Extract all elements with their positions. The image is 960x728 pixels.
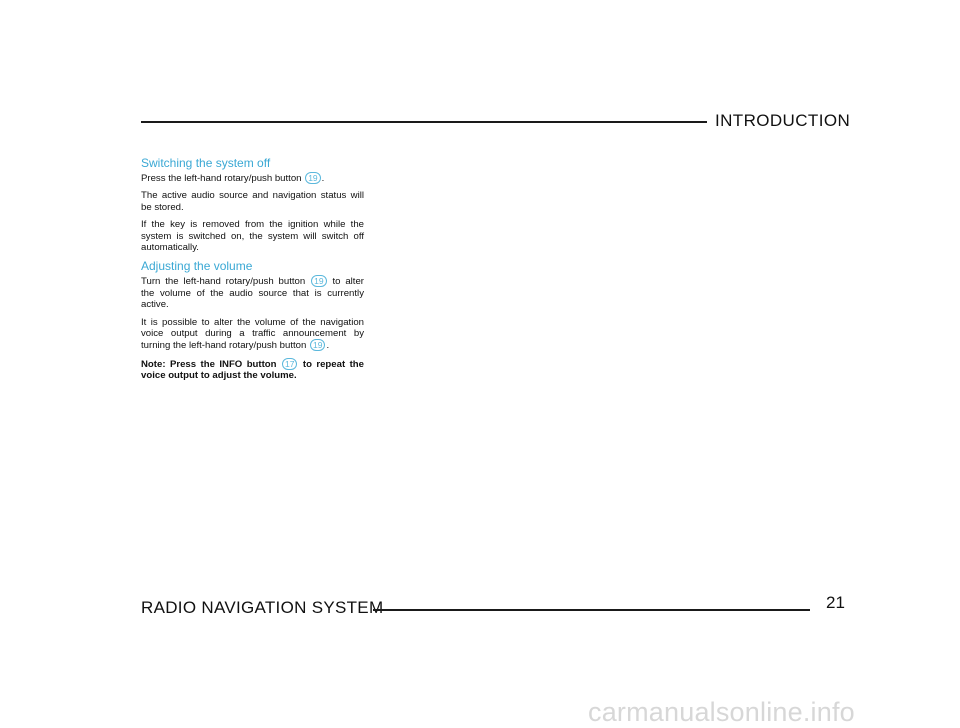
watermark: carmanualsonline.info [588,697,855,727]
paragraph-turn-button [141,275,364,310]
button-ref-badge: 19 [310,339,325,351]
button-ref-badge: 17 [282,358,297,370]
footer-rule [373,609,810,611]
text-segment: Press the left-hand rotary/push button [141,173,305,184]
section-title-adjusting-volume: Adjusting the volume [141,259,253,274]
paragraph-press-button [141,172,364,184]
paragraph-key-removed: If the key is removed from the ignition while the system is switched on, the system will switch off automatically. [141,219,364,254]
text-segment: Turn the left-hand rotary/push button [141,276,311,288]
text-segment: to alter the volume of the audio source that is currently active. [141,276,364,311]
button-ref-badge: 19 [311,275,326,287]
note-paragraph [141,358,364,382]
button-ref-badge: 19 [305,172,320,184]
chapter-title: INTRODUCTION [715,111,851,130]
paragraph-traffic-announcement [141,317,364,352]
text-segment: . [326,340,330,352]
paragraph-stored: The active audio source and navigation status will be stored. [141,190,364,213]
section-title-switching-off: Switching the system off [141,156,271,170]
page-content [141,156,364,388]
page-number: 21 [826,593,845,612]
text-segment: . [321,173,325,184]
header-rule [141,121,707,123]
text-segment: Note: Press the INFO button [141,358,281,370]
text-segment: to repeat the voice output to adjust the volume. [141,358,364,382]
text-segment: It is possible to alter the volume of the navigation voice output during a traffic announcement by turning the left-hand rotary/push button [141,316,364,352]
footer-title: RADIO NAVIGATION SYSTEM [141,598,384,617]
